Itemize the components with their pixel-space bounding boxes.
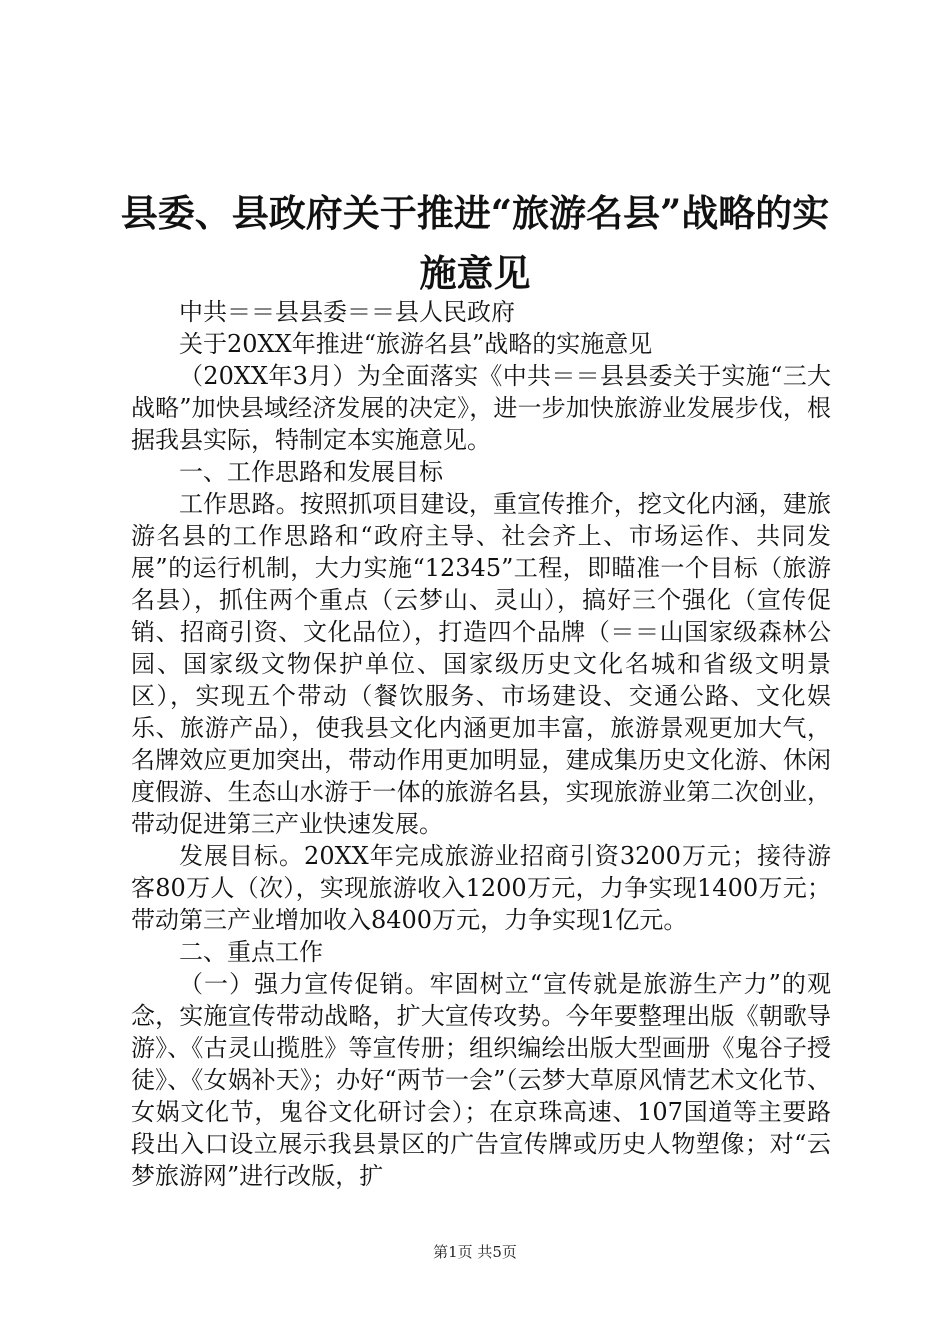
development-goals-paragraph: 发展目标。20XX年完成旅游业招商引资3200万元；接待游客80万人（次），实现旅游收入1200万元，力争实现1400万元；带动第三产业增加收入8400万元，力争实现1亿元。 (131, 842, 831, 934)
issuer-line: 中共＝＝县县委＝＝县人民政府 (179, 298, 515, 326)
section-heading-1: 一、工作思路和发展目标 (179, 458, 443, 486)
page-footer: 第1页 共5页 (433, 1243, 517, 1261)
work-approach-paragraph: 工作思路。按照抓项目建设，重宣传推介，挖文化内涵，建旅游名县的工作思路和“政府主导、社会齐上、市场运作、共同发展”的运行机制，大力实施“12345”工程，即瞄准一个目标（旅游名县），抓住两个重点（云梦山、灵山），搞好三个强化（宣传促销、招商引资、文化品位），打造四个品牌（＝＝山国家级森林公园、国家级文物保护单位、国家级历史文化名城和省级文明景区），实现五个带动（餐饮服务、市场建设、交通公路、文化娱乐、旅游产品），使我县文化内涵更加丰富，旅游景观更加大气，名牌效应更加突出，带动作用更加明显，建成集历史文化游、休闲度假游、生态山水游于一体的旅游名县，实现旅游业第二次创业，带动促进第三产业快速发展。 (131, 490, 831, 838)
intro-paragraph: （20XX年3月）为全面落实《中共＝＝县县委关于实施“三大战略”加快县域经济发展的决定》，进一步加快旅游业发展步伐，根据我县实际，特制定本实施意见。 (131, 362, 831, 454)
subtitle-line: 关于20XX年推进“旅游名县”战略的实施意见 (179, 330, 653, 358)
document-body (131, 296, 831, 1192)
section-heading-2: 二、重点工作 (179, 938, 323, 966)
document-title: 县委、县政府关于推进“旅游名县”战略的实施意见 (120, 191, 830, 295)
promotion-paragraph: （一）强力宣传促销。牢固树立“宣传就是旅游生产力”的观念，实施宣传带动战略，扩大宣传攻势。今年要整理出版《朝歌导游》、《古灵山揽胜》等宣传册；组织编绘出版大型画册《鬼谷子授徒》、《女娲补天》；办好“两节一会”（云梦大草原风情艺术文化节、女娲文化节，鬼谷文化研讨会）；在京珠高速、107国道等主要路段出入口设立展示我县景区的广告宣传牌或历史人物塑像；对“云梦旅游网”进行改版，扩 (131, 970, 831, 1190)
